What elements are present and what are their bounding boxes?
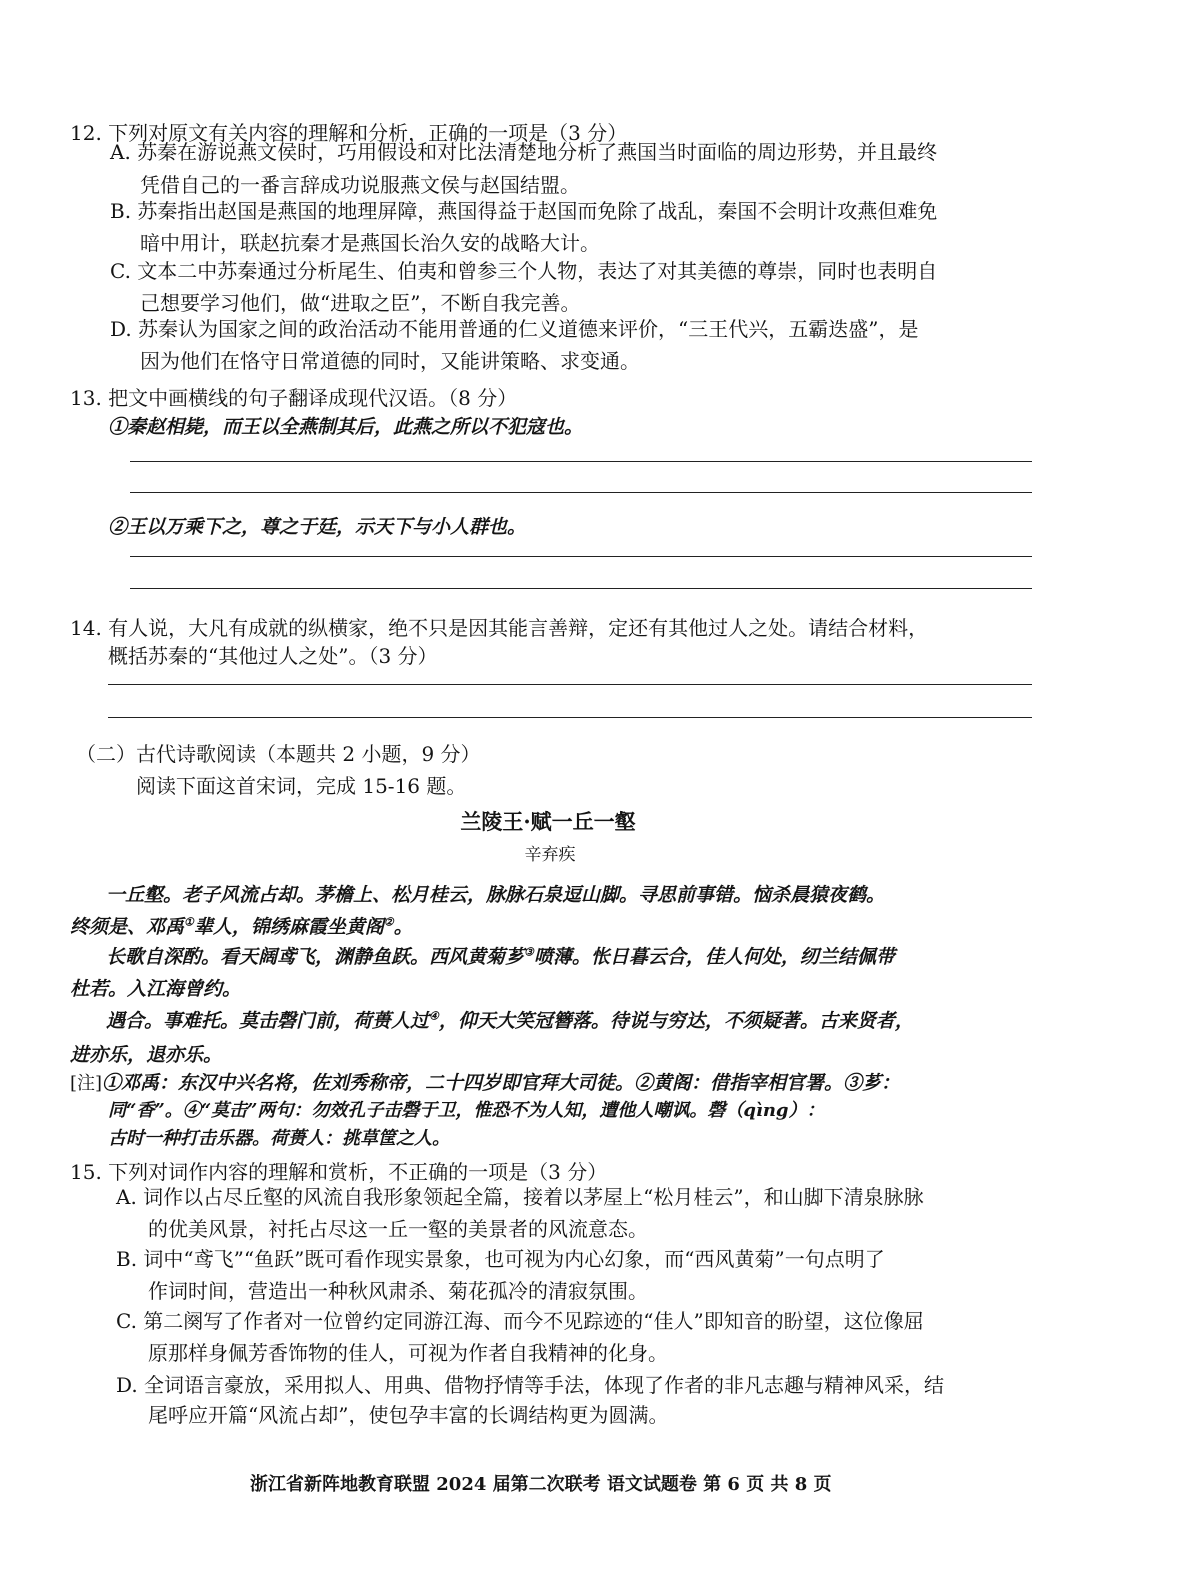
notes-line3: 古时一种打击乐器。荷蒉人：挑草筐之人。 <box>108 1128 450 1149</box>
answer-line <box>108 717 1032 718</box>
q12-option-a-line1: A. 苏秦在游说燕文侯时，巧用假设和对比法清楚地分析了燕国当时面临的周边形势，并且最终 <box>110 140 938 164</box>
q12-option-c-line1: C. 文本二中苏秦通过分析尾生、伯夷和曾参三个人物，表达了对其美德的尊崇，同时也表明自 <box>110 259 938 283</box>
q12-option-b-line2: 暗中用计，联赵抗秦才是燕国长治久安的战略大计。 <box>140 231 600 255</box>
q15-option-b-line2: 作词时间，营造出一种秋风肃杀、菊花孤冷的清寂氛围。 <box>148 1279 648 1303</box>
poem-stanza-1-line2: 终须是、邓禹①辈人，锦绣麻霞坐黄阁②。 <box>70 915 413 938</box>
poem-stanza-1-line1: 一丘壑。老子风流占却。茅檐上、松月桂云，脉脉石泉逗山脚。寻思前事错。恼杀晨猿夜鹤。 <box>106 884 886 906</box>
answer-line <box>130 461 1032 462</box>
q12-option-c-line2: 己想要学习他们，做“进取之臣”，不断自我完善。 <box>140 291 581 315</box>
notes-line1: [注]①邓禹：东汉中兴名将，佐刘秀称帝，二十四岁即官拜大司徒。②黄阁：借指宰相官署。③芗： <box>70 1072 901 1094</box>
answer-line <box>130 556 1032 557</box>
q14-stem-line2: 概括苏秦的“其他过人之处”。（3 分） <box>108 644 438 668</box>
q15-option-c-line1: C. 第二阕写了作者对一位曾约定同游江海、而今不见踪迹的“佳人”即知音的盼望，这位像屈 <box>116 1309 924 1333</box>
answer-line <box>130 588 1032 589</box>
poem-stanza-3-line2: 进亦乐，退亦乐。 <box>70 1044 223 1066</box>
q15-stem: 15. 下列对词作内容的理解和赏析，不正确的一项是（3 分） <box>70 1160 608 1184</box>
poem-stanza-3-line1: 遇合。事难托。莫击磬门前，荷蒉人过④，仰天大笑冠簪落。待说与穷达，不须疑著。古来贤者， <box>106 1009 914 1032</box>
q15-option-d-line1: D. 全词语言豪放，采用拟人、用典、借物抒情等手法，体现了作者的非凡志趣与精神风采，结 <box>116 1373 945 1397</box>
section-heading: （二）古代诗歌阅读（本题共 2 小题，9 分） <box>76 742 481 766</box>
q12-stem: 12. 下列对原文有关内容的理解和分析，正确的一项是（3 分） <box>70 121 628 145</box>
q12-option-d-line1: D. 苏秦认为国家之间的政治活动不能用普通的仁义道德来评价，“三王代兴，五霸迭盛”，是 <box>110 317 919 341</box>
q12-option-a-line2: 凭借自己的一番言辞成功说服燕文侯与赵国结盟。 <box>140 173 580 197</box>
q12-option-d-line2: 因为他们在恪守日常道德的同时，又能讲策略、求变通。 <box>140 349 640 373</box>
q15-option-a-line1: A. 词作以占尽丘壑的风流自我形象领起全篇，接着以茅屋上“松月桂云”，和山脚下清泉脉脉 <box>116 1185 924 1209</box>
q13-stem: 13. 把文中画横线的句子翻译成现代汉语。（8 分） <box>70 386 518 410</box>
q15-option-c-line2: 原那样身佩芳香饰物的佳人，可视为作者自我精神的化身。 <box>148 1341 668 1365</box>
notes-line2: 同“香”。④“莫击”两句：勿效孔子击磬于卫，惟恐不为人知，遭他人嘲讽。磬（qìng）： <box>108 1100 825 1121</box>
q12-option-b-line1: B. 苏秦指出赵国是燕国的地理屏障，燕国得益于赵国而免除了战乱，秦国不会明计攻燕但难免 <box>110 199 938 223</box>
section-instruction: 阅读下面这首宋词，完成 15-16 题。 <box>136 774 467 798</box>
answer-line <box>108 684 1032 685</box>
poem-stanza-2-line1: 长歌自深酌。看天阔鸢飞，渊静鱼跃。西风黄菊芗③喷薄。怅日暮云合，佳人何处，纫兰结佩带 <box>106 945 895 968</box>
answer-line <box>130 492 1032 493</box>
page-footer: 浙江省新阵地教育联盟 2024 届第二次联考 语文试题卷 第 6 页 共 8 页 <box>250 1474 832 1495</box>
q15-option-a-line2: 的优美风景，衬托占尽这一丘一壑的美景者的风流意态。 <box>148 1217 648 1241</box>
q15-option-d-line2: 尾呼应开篇“风流占却”，使包孕丰富的长调结构更为圆满。 <box>148 1403 669 1427</box>
q13-sentence-1: ①秦赵相毙，而王以全燕制其后，此燕之所以不犯寇也。 <box>108 416 584 438</box>
q13-sentence-2: ②王以万乘下之，尊之于廷，示天下与小人群也。 <box>108 516 527 538</box>
q15-option-b-line1: B. 词中“鸢飞”“鱼跃”既可看作现实景象，也可视为内心幻象，而“西风黄菊”一句点明了 <box>116 1247 885 1271</box>
poem-stanza-2-line2: 杜若。入江海曾约。 <box>70 978 242 1000</box>
notes-label: [注] <box>70 1073 103 1094</box>
q14-stem-line1: 14. 有人说，大凡有成就的纵横家，绝不只是因其能言善辩，定还有其他过人之处。请结合材料， <box>70 616 929 640</box>
poem-title: 兰陵王·赋一丘一壑 <box>460 809 636 834</box>
poem-author: 辛弃疾 <box>524 845 576 865</box>
